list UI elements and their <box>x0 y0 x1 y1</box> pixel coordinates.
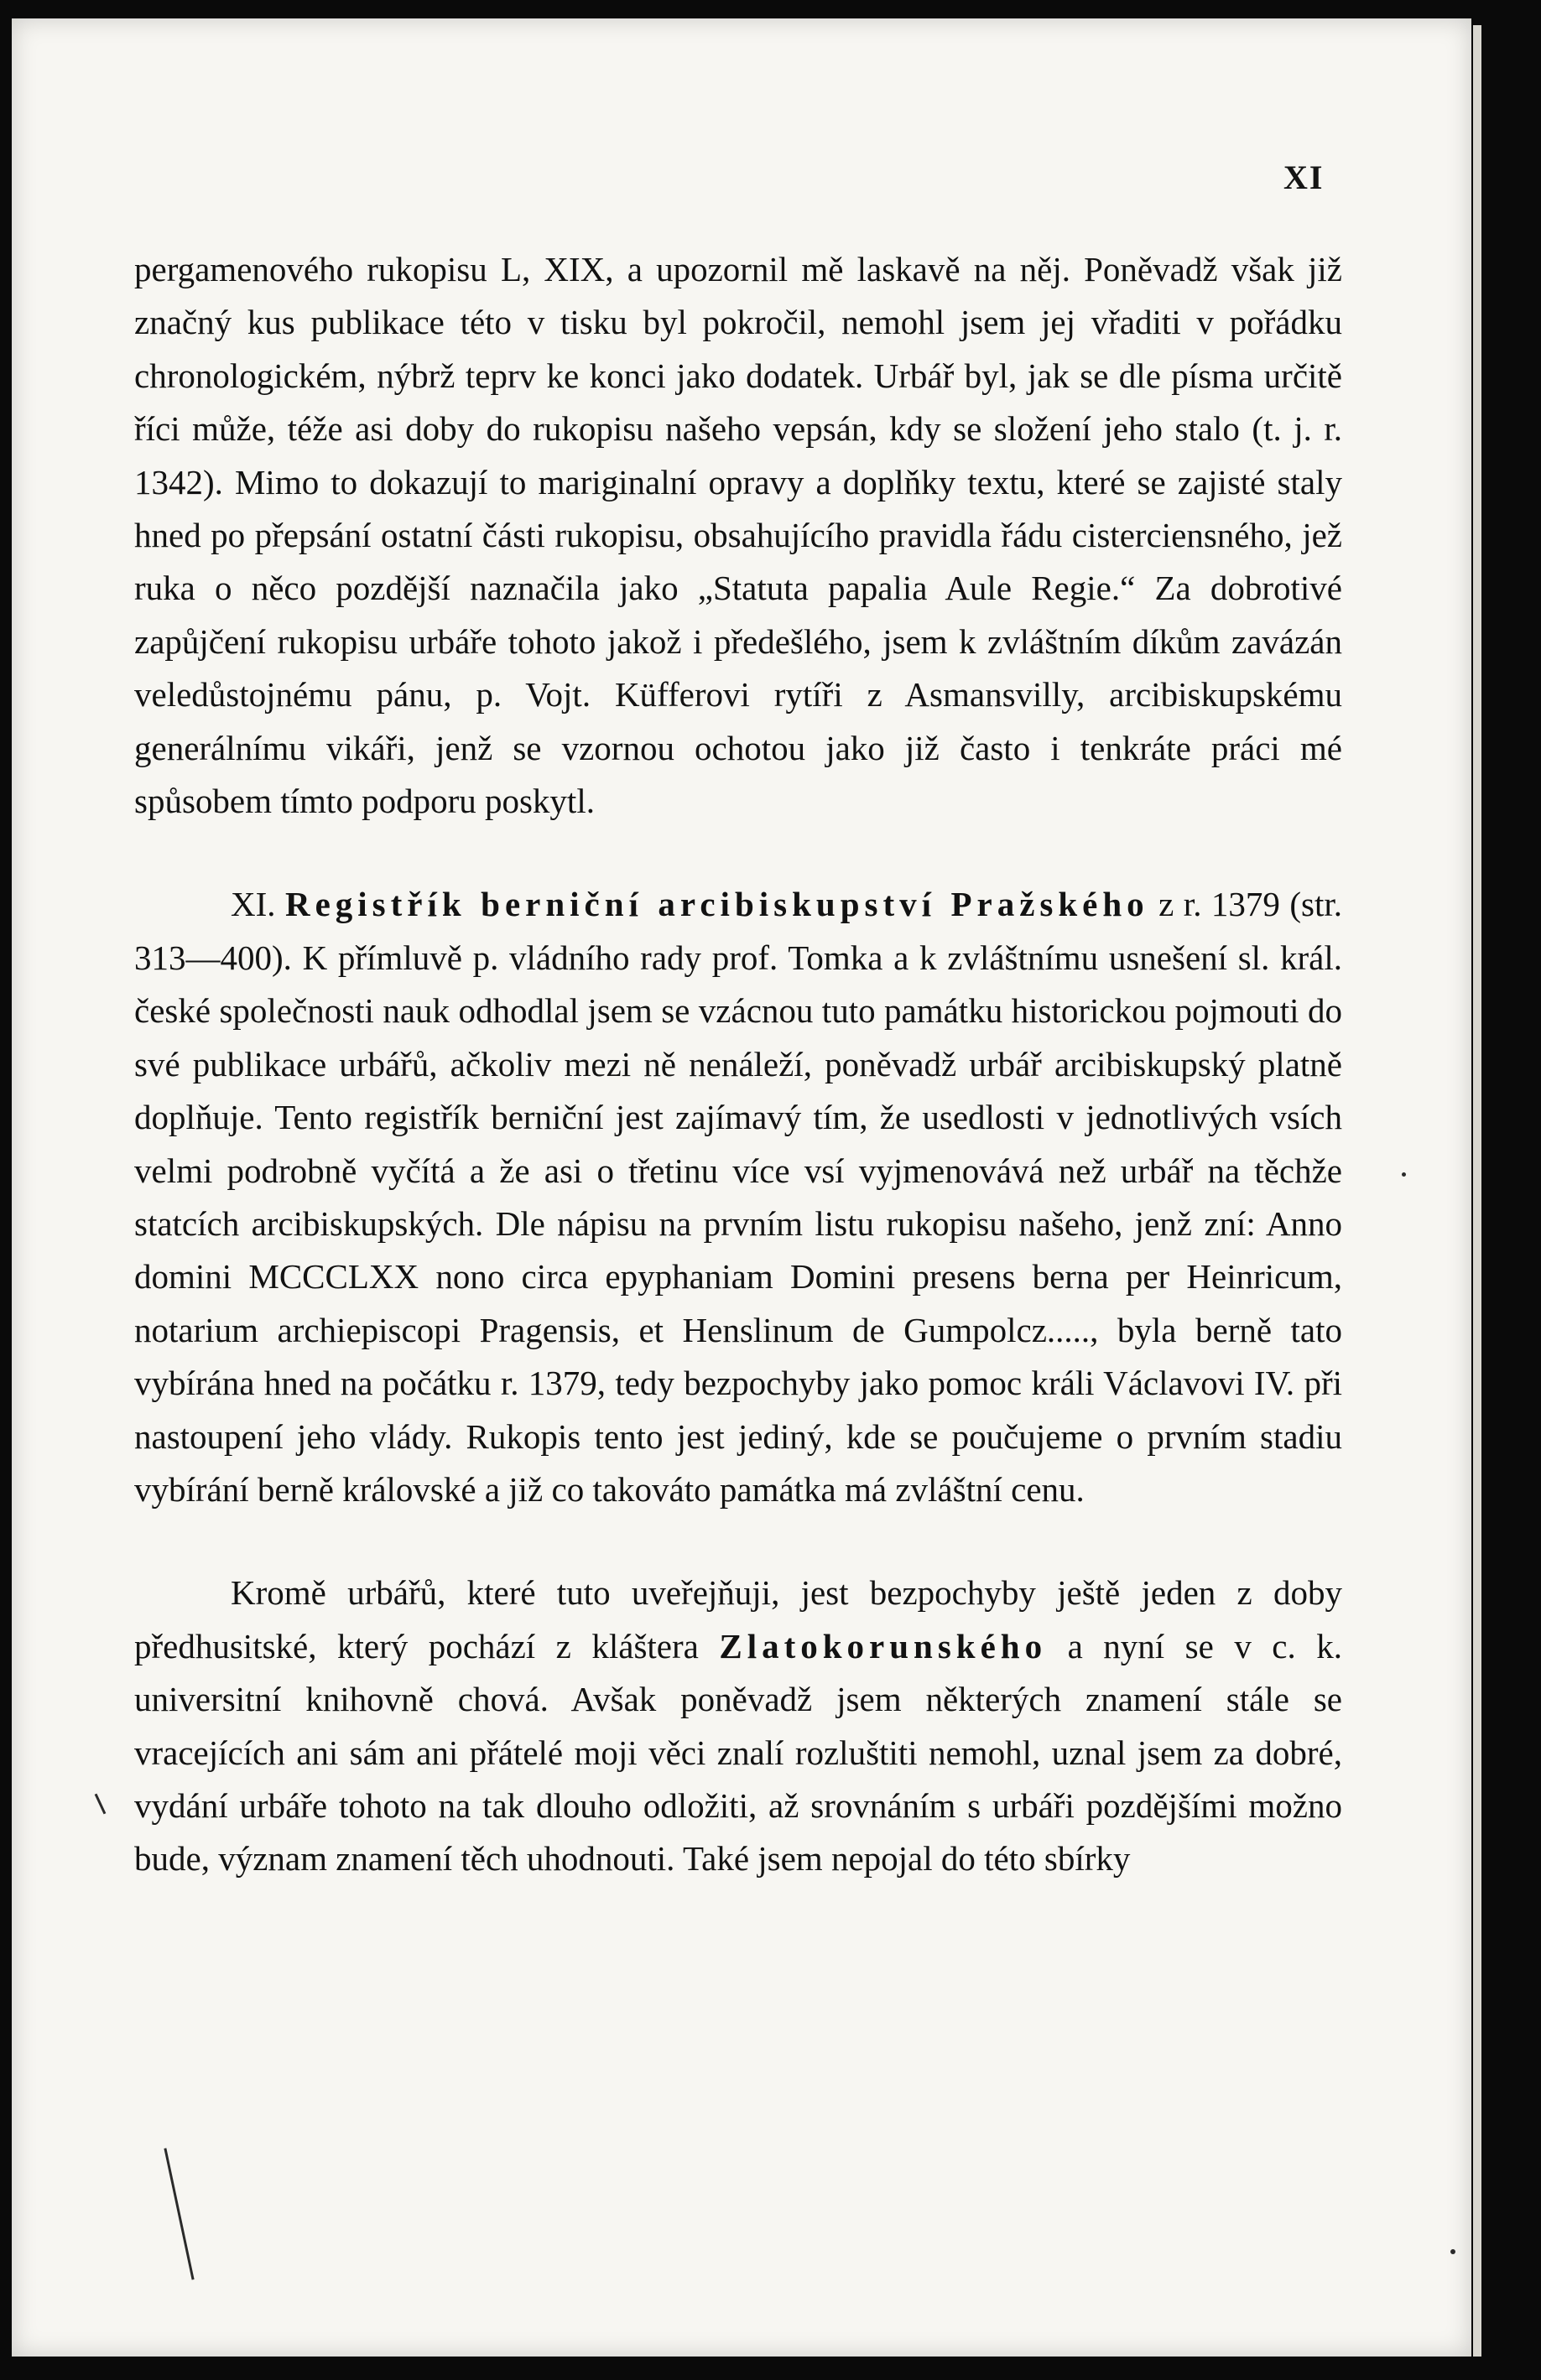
monastery-name: Zlatokorunského <box>719 1626 1048 1665</box>
paragraph-3-end: a nyní se v c. k. universitní knihovně chová. Avšak poněvadž jsem některých znamení stále se vracejících ani sám ani přátelé moji věci znalí rozluštiti nemohl, uznal jsem za dobré, vydání urbáře tohoto na tak dlouho odložiti, až srovnáním s urbáři pozdějšími možno bude, význam znamení těch uhodnouti. Také jsem nepojal do této sbírky <box>134 1626 1342 1879</box>
page-edge <box>1473 25 1481 2357</box>
paragraph-3-start: Kromě urbářů, které tuto uveřejňuji, jest bezpochyby ještě jeden z doby předhusitské, který pochází z kláštera <box>134 1573 1342 1665</box>
section-number: XI. <box>231 885 276 924</box>
body-text <box>134 243 1342 1886</box>
margin-mark <box>1402 1172 1406 1177</box>
page-number: XI <box>1283 158 1325 196</box>
section-title: Registřík berniční arcibiskupství Pražského <box>284 885 1149 924</box>
section-xi <box>134 878 1342 1516</box>
section-text: z r. 1379 (str. 313—400). K přímluvě p. vládního rady prof. Tomka a k zvláštnímu usnešení sl. král. české společnosti nauk odhodlal jsem se vzácnou tuto památku historickou pojmouti do své publikace urbářů, ačkoliv mezi ně nenáleží, poněvadž urbář arcibiskupský platně doplňuje. Tento registřík berniční jest zajímavý tím, že usedlosti v jednotlivých vsích velmi podrobně vyčítá a že asi o třetinu více vsí vyjmenovává než urbář na těchže statcích arcibiskupských. Dle nápisu na prvním listu rukopisu našeho, jenž zní: Anno domini MCCCLXX nono circa epyphaniam Domini presens berna per Heinricum, notarium archiepiscopi Pragensis, et Henslinum de Gumpolcz....., byla berně tato vybírána hned na počátku r. 1379, tedy bezpochyby jako pomoc králi Václavovi IV. při nastoupení jeho vlády. Rukopis tento jest jediný, kde se poučujeme o prvním stadiu vybírání berně královské a již co takováto památka má zvláštní cenu. <box>134 885 1343 1509</box>
paragraph-3 <box>134 1567 1342 1885</box>
paragraph-1: pergamenového rukopisu L, XIX, a upozornil mě laskavě na něj. Poněvadž však již značný kus publikace této v tisku byl pokročil, nemohl jsem jej vřaditi v pořádku chronologickém, nýbrž teprv ke konci jako dodatek. Urbář byl, jak se dle písma určitě říci může, téže asi doby do rukopisu našeho vepsán, kdy se složení jeho stalo (t. j. r. 1342). Mimo to dokazují to mariginalní opravy a doplňky textu, které se zajisté staly hned po přepsání ostatní části rukopisu, obsahujícího pravidla řádu cisterciensného, jež ruka o něco pozdější naznačila jako „Statuta papalia Aule Regie.“ Za dobrotivé zapůjčení rukopisu urbáře tohoto jakož i předešlého, jsem k zvláštním díkům zavázán veledůstojnému pánu, p. Vojt. Küfferovi rytíři z Asmansvilly, arcibiskupskému generálnímu vikáři, jenž se vzornou ochotou jako již často i tenkráte práci mé spůsobem tímto podporu poskytl. <box>134 250 1342 821</box>
margin-mark <box>1450 2249 1455 2254</box>
